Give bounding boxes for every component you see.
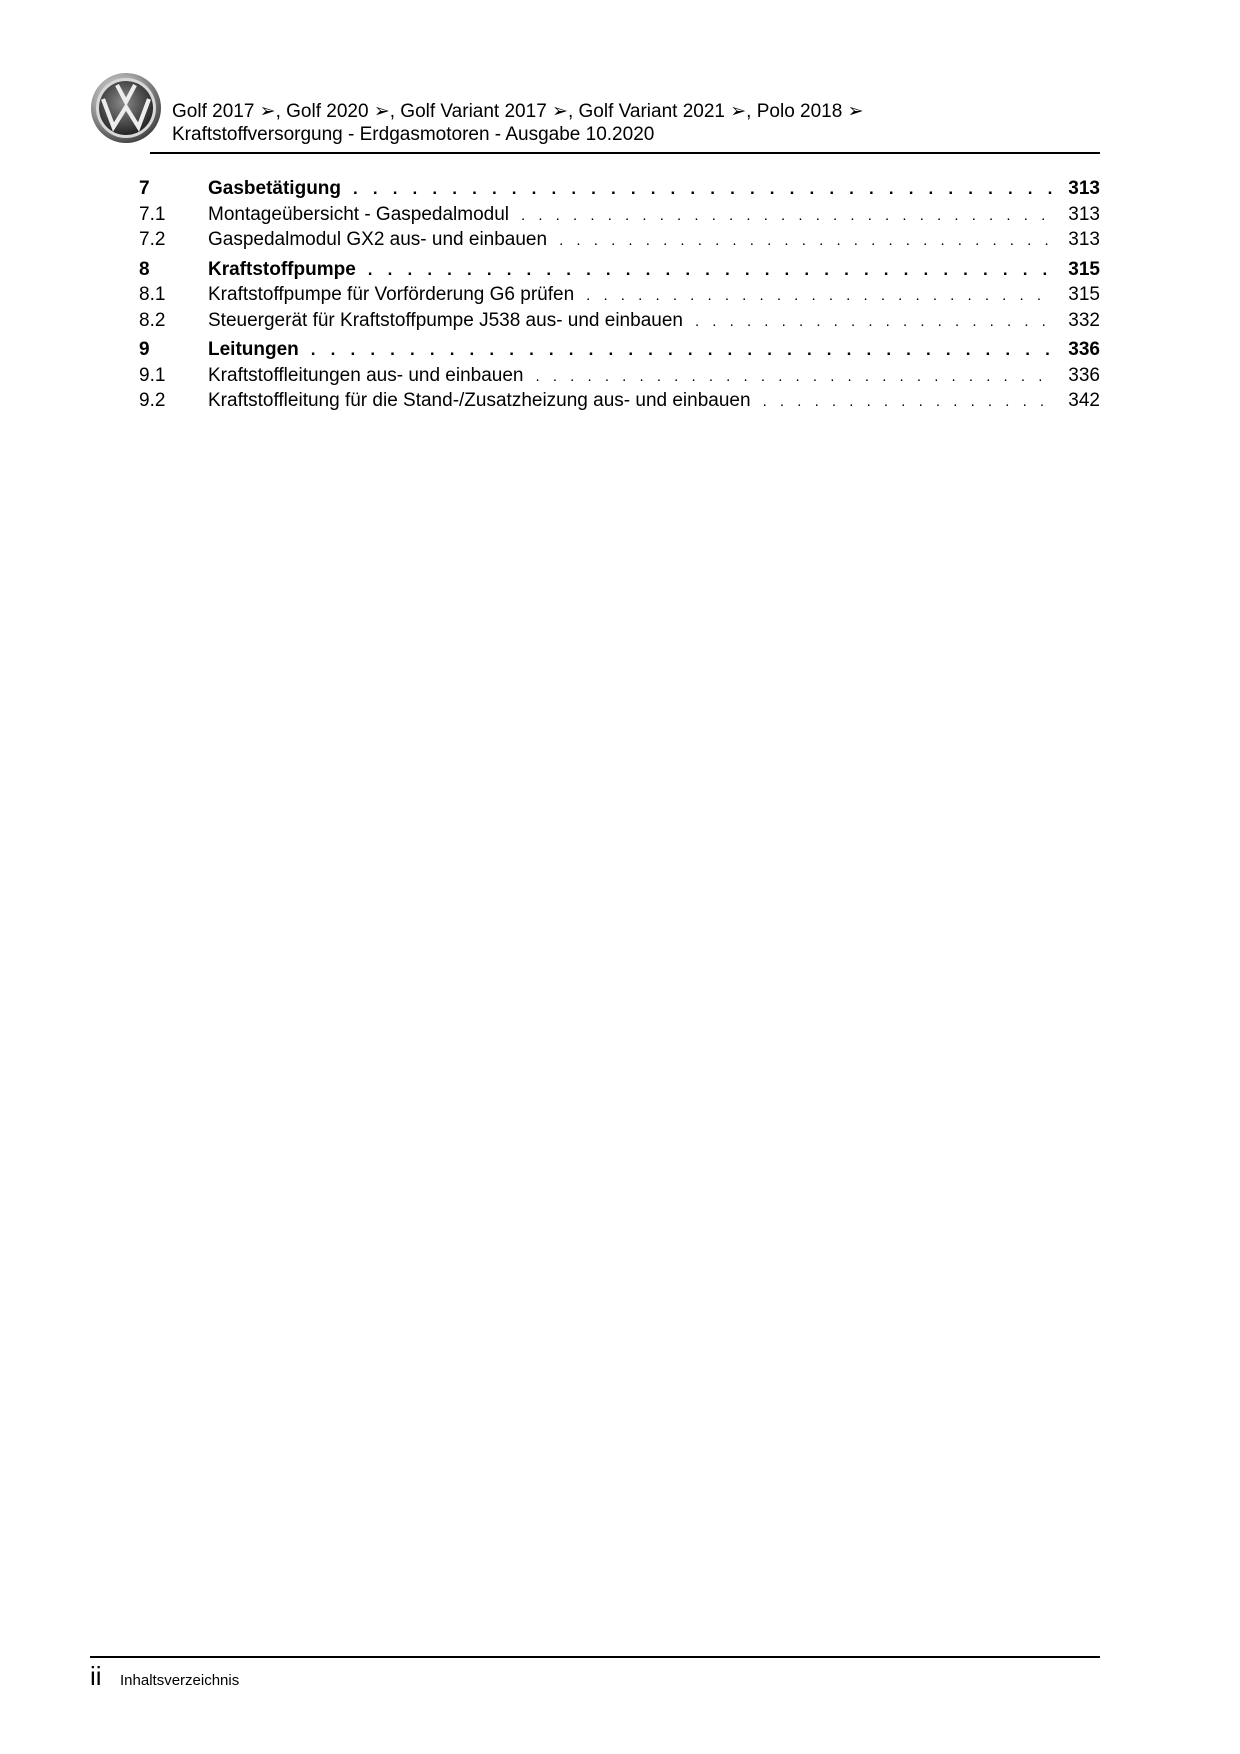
toc-entry-title: Kraftstoffpumpe für Vorförderung G6 prüfen xyxy=(208,284,575,305)
toc-entry-title: Kraftstoffleitungen aus- und einbauen xyxy=(208,364,524,386)
toc-entry-number: 8 xyxy=(139,258,150,280)
toc-entry-page: 313 xyxy=(1068,203,1100,225)
toc-dot-leader xyxy=(521,207,1054,224)
toc-dot-leader xyxy=(353,179,1054,199)
toc-entry-title: Montageübersicht - Gaspedalmodul xyxy=(208,203,510,225)
toc-entry-title: Gaspedalmodul GX2 aus- und einbauen xyxy=(208,229,548,250)
toc-chapter-row[interactable] xyxy=(139,339,1100,365)
footer-divider xyxy=(90,1656,1100,1658)
toc-entry-page: 342 xyxy=(1068,390,1100,411)
vehicle-models-line: Golf 2017 ➢, Golf 2020 ➢, Golf Variant 2017 ➢, Golf Variant 2021 ➢, Polo 2018 ➢ xyxy=(172,101,864,122)
toc-section-row[interactable] xyxy=(139,204,1100,230)
volkswagen-logo-icon xyxy=(90,72,162,144)
toc-entry-title: Gasbetätigung xyxy=(208,178,342,199)
toc-entry-number: 7 xyxy=(139,178,150,199)
header-divider xyxy=(150,152,1100,154)
toc-dot-leader xyxy=(586,287,1054,304)
toc-chapter-row[interactable] xyxy=(139,178,1100,204)
toc-entry-page: 313 xyxy=(1068,178,1100,199)
page-number: ii xyxy=(90,1661,102,1691)
toc-chapter-row[interactable] xyxy=(139,259,1100,285)
toc-section-row[interactable] xyxy=(139,284,1100,310)
toc-section-row[interactable] xyxy=(139,365,1100,391)
toc-dot-leader xyxy=(311,340,1054,360)
toc-section-row[interactable] xyxy=(139,229,1100,255)
toc-entry-page: 315 xyxy=(1068,258,1100,280)
manual-title-line: Kraftstoffversorgung - Erdgasmotoren - Ausgabe 10.2020 xyxy=(172,124,655,145)
toc-entry-title: Leitungen xyxy=(208,339,299,360)
toc-entry-title: Steuergerät für Kraftstoffpumpe J538 aus- und einbauen xyxy=(208,309,683,331)
toc-entry-number: 8.2 xyxy=(139,309,166,331)
footer-section-name: Inhaltsverzeichnis xyxy=(120,1672,240,1689)
toc-dot-leader xyxy=(763,393,1054,410)
toc-dot-leader xyxy=(368,260,1054,280)
toc-entry-number: 8.1 xyxy=(139,284,166,305)
toc-section-row[interactable] xyxy=(139,310,1100,336)
toc-entry-page: 336 xyxy=(1068,339,1100,360)
toc-dot-leader xyxy=(695,313,1054,330)
table-of-contents xyxy=(139,178,1100,416)
toc-entry-number: 7.1 xyxy=(139,203,166,225)
toc-entry-page: 315 xyxy=(1068,284,1100,305)
page-header xyxy=(90,72,1100,154)
toc-entry-number: 9.1 xyxy=(139,364,166,386)
toc-entry-title: Kraftstoffpumpe xyxy=(208,258,356,280)
toc-dot-leader xyxy=(536,368,1055,385)
toc-entry-page: 332 xyxy=(1068,309,1100,331)
toc-entry-title: Kraftstoffleitung für die Stand-/Zusatzheizung aus- und einbauen xyxy=(208,390,751,411)
toc-entry-page: 313 xyxy=(1068,229,1100,250)
toc-dot-leader xyxy=(559,232,1054,249)
toc-entry-number: 9 xyxy=(139,339,150,360)
toc-entry-page: 336 xyxy=(1068,364,1100,386)
toc-section-row[interactable] xyxy=(139,390,1100,416)
toc-entry-number: 7.2 xyxy=(139,229,166,250)
toc-entry-number: 9.2 xyxy=(139,390,166,411)
